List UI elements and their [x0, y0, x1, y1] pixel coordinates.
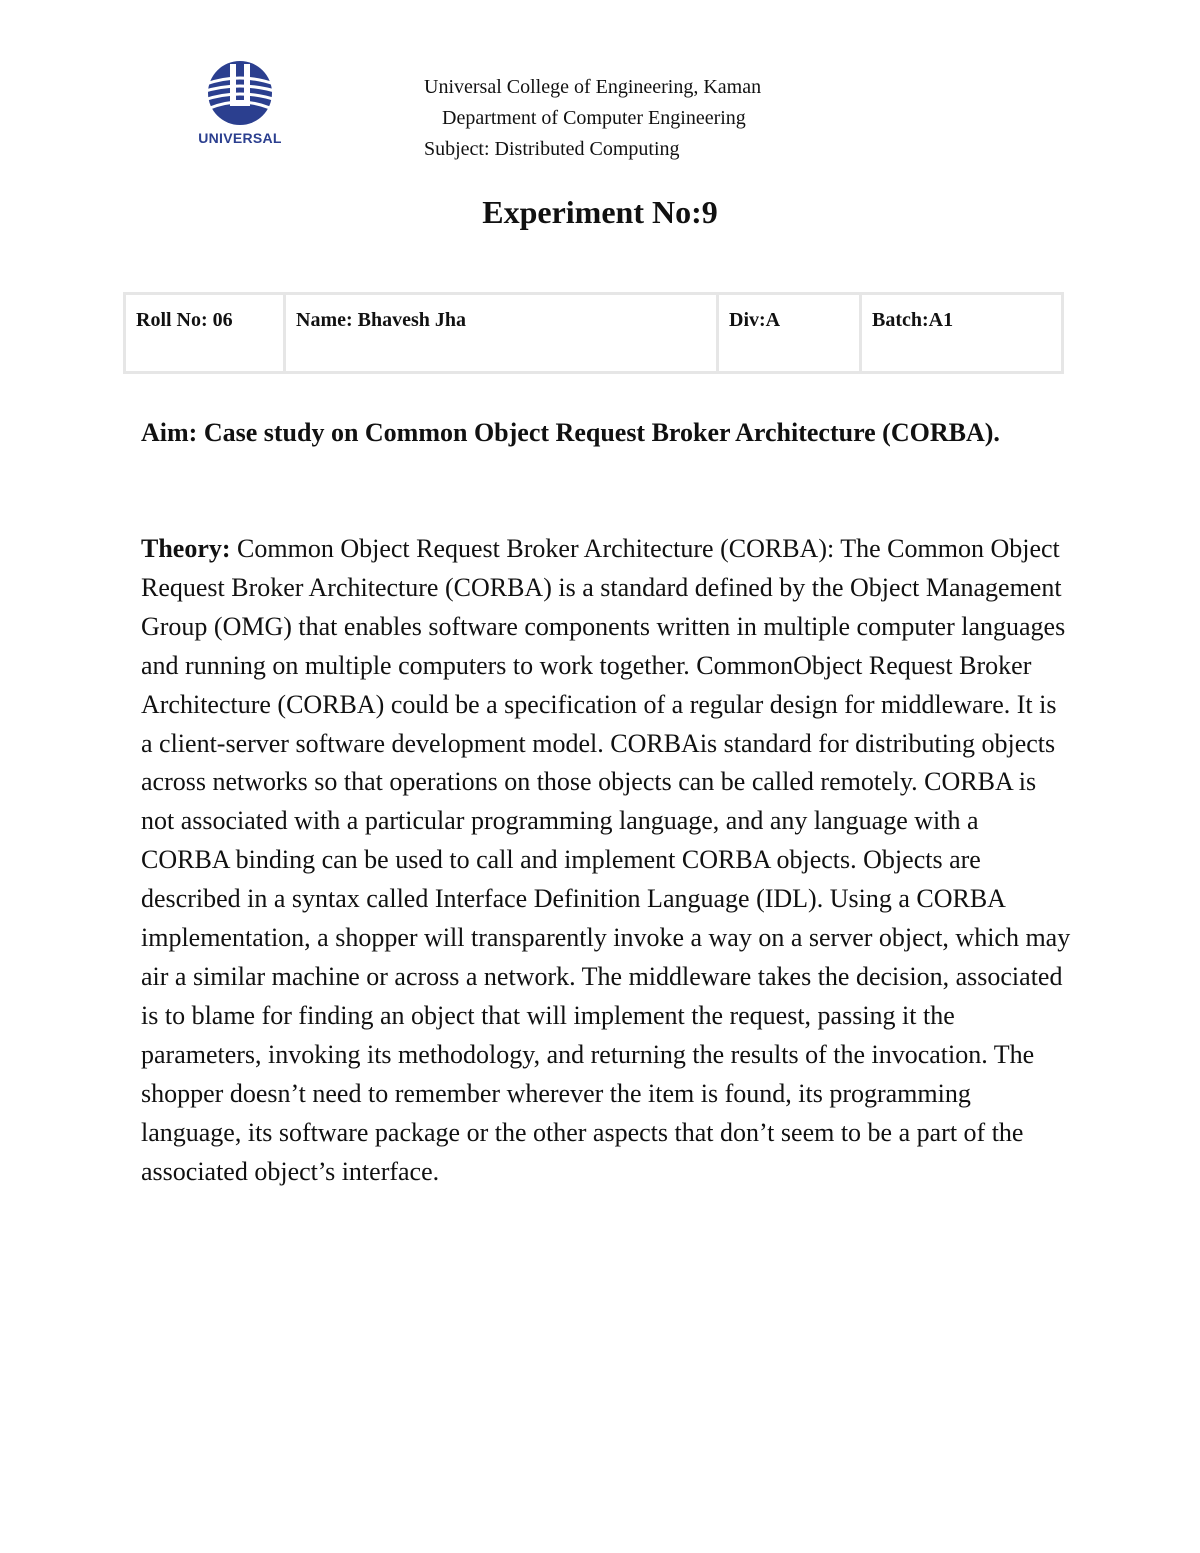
aim-statement: Aim: Case study on Common Object Request Broker Architecture (CORBA).	[141, 418, 1000, 447]
division-cell: Div:A	[718, 294, 861, 373]
college-name: Universal College of Engineering, Kaman	[424, 76, 762, 98]
batch-cell: Batch:A1	[861, 294, 1063, 373]
experiment-title: Experiment No:9	[482, 194, 718, 230]
student-name-cell: Name: Bhavesh Jha	[285, 294, 718, 373]
department-name: Department of Computer Engineering	[442, 107, 746, 129]
student-info-table	[123, 292, 1064, 374]
college-logo	[192, 60, 288, 152]
theory-text: Common Object Request Broker Architecture (CORBA): The Common Object Request Broker Architecture (CORBA) is a standard defined by the Object Management Group (OMG) that enables software components written in multiple computer languages and running on multiple computers to work together. CommonObject Request Broker Architecture (CORBA) could be a specification of a regular design for middleware. It is a client-server software development model. CORBAis standard for distributing objects across networks so that operations on those objects can be called remotely. CORBA is not associated with a particular programming language, and any language with a CORBA binding can be used to call and implement CORBA objects. Objects are described in a syntax called Interface Definition Language (IDL). Using a CORBA implementation, a shopper will transparently invoke a way on a server object, which may air a similar machine or across a network. The middleware takes the decision, associated is to blame for finding an object that will implement the request, passing it the parameters, invoking its methodology, and returning the results of the invocation. The shopper doesn’t need to remember wherever the item is found, its programming language, its software package or the other aspects that don’t seem to be a part of the associated object’s interface.	[141, 534, 1071, 1186]
student-info-row	[125, 294, 1063, 373]
subject-line: Subject: Distributed Computing	[424, 138, 680, 160]
theory-section	[141, 530, 1071, 1191]
logo-wordmark: UNIVERSAL	[198, 130, 282, 146]
roll-number-cell: Roll No: 06	[125, 294, 285, 373]
theory-label: Theory:	[141, 534, 231, 563]
universal-emblem-icon	[192, 60, 288, 126]
